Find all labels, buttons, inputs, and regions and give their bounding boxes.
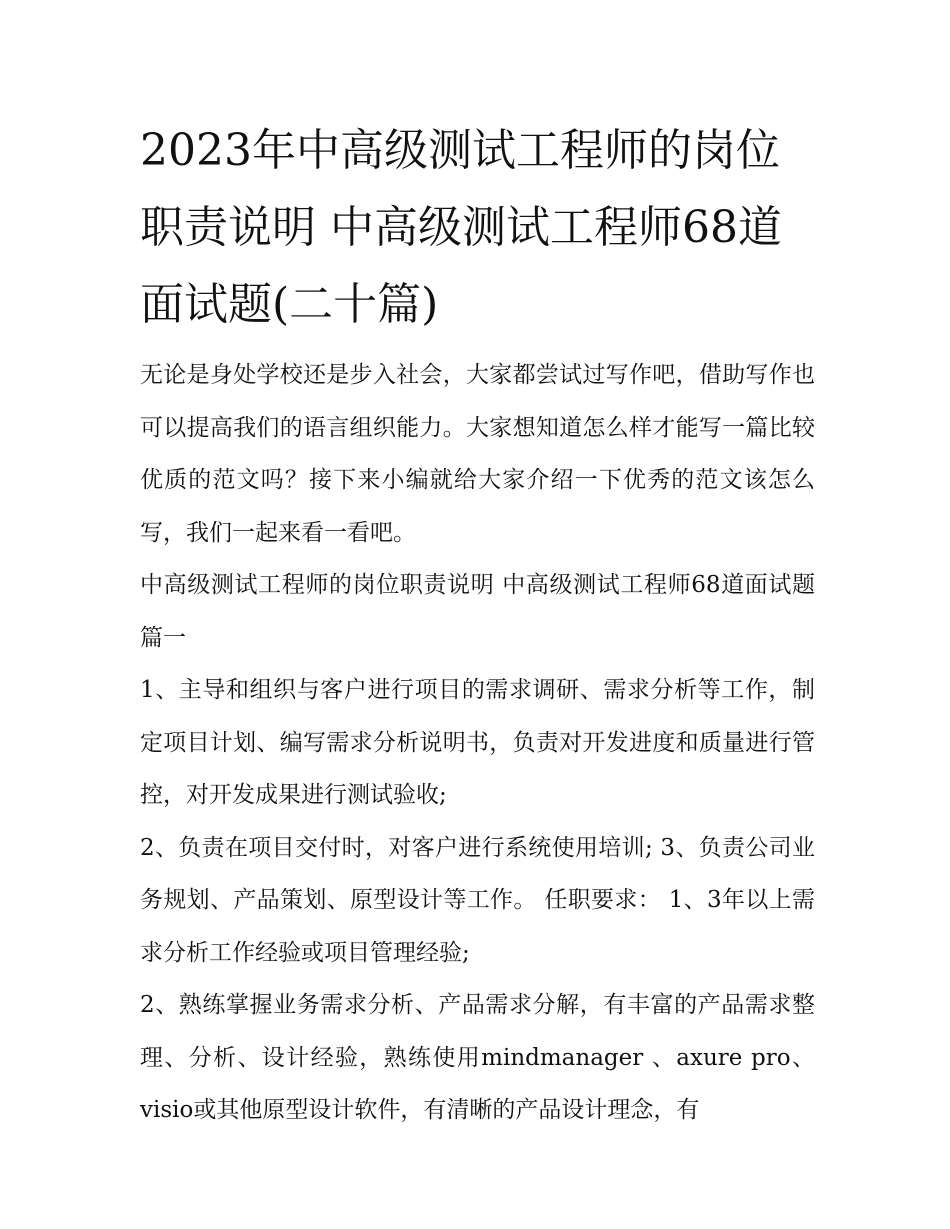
document-page [140,112,815,1137]
duty-item-2: 2、负责在项目交付时，对客户进行系统使用培训; 3、负责公司业务规划、产品策划、原型设计等工作。 任职要求： 1、3年以上需求分析工作经验或项目管理经验; [140,834,815,966]
requirement-item-2: 2、熟练掌握业务需求分析、产品需求分解，有丰富的产品需求整理、分析、设计经验，熟练使用mindmanager 、axure pro、visio或其他原型设计软件，有清晰的产品设计理念，有 [140,992,815,1123]
document-title: 2023年中高级测试工程师的岗位职责说明 中高级测试工程师68道面试题(二十篇) [140,125,782,330]
section-heading: 中高级测试工程师的岗位职责说明 中高级测试工程师68道面试题篇一 [140,572,815,651]
intro-paragraph: 无论是身处学校还是步入社会，大家都尝试过写作吧，借助写作也可以提高我们的语言组织能力。大家想知道怎么样才能写一篇比较优质的范文吗？接下来小编就给大家介绍一下优秀的范文该怎么写，我们一起来看一看吧。 [140,362,815,546]
duty-item-1: 1、主导和组织与客户进行项目的需求调研、需求分析等工作，制定项目计划、编写需求分析说明书，负责对开发进度和质量进行管控，对开发成果进行测试验收; [140,677,815,808]
